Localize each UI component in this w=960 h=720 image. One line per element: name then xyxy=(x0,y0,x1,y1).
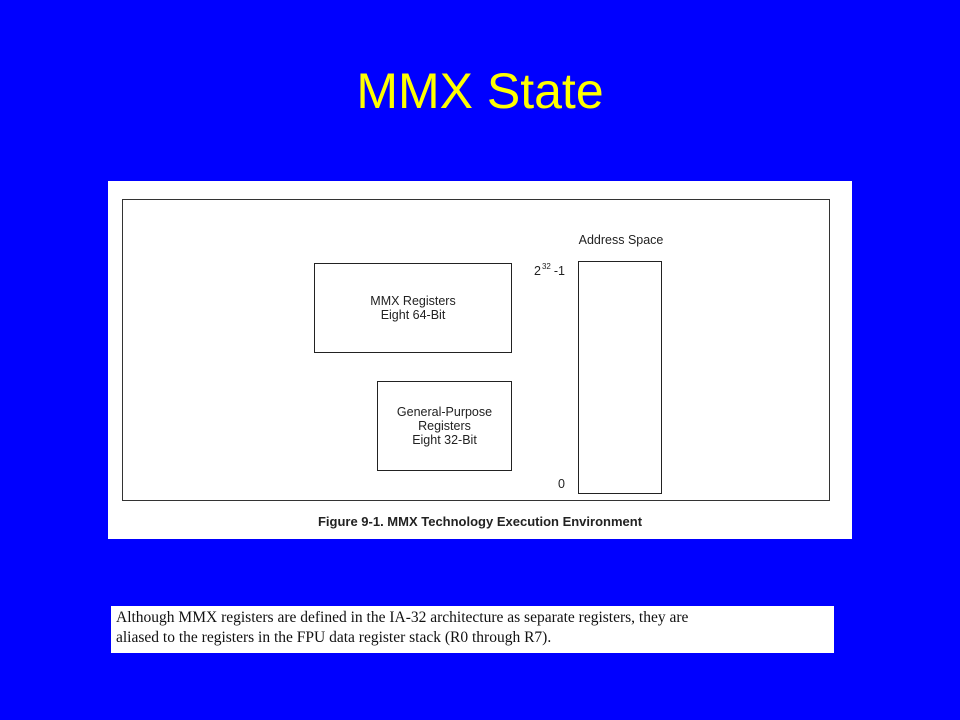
gp-registers-size: Eight 32-Bit xyxy=(412,433,477,447)
mmx-registers-size: Eight 64-Bit xyxy=(380,308,446,322)
mmx-registers-label: MMX Registers xyxy=(370,294,456,308)
mmx-registers-box xyxy=(314,263,512,353)
address-space-label: Address Space xyxy=(578,233,664,247)
address-space-top-value xyxy=(534,262,565,278)
address-space-bottom-value: 0 xyxy=(558,477,565,491)
execution-environment-frame xyxy=(122,199,830,501)
address-space-box xyxy=(578,261,662,494)
explanation-line-1: Although MMX registers are defined in the IA-32 architecture as separate registers, they are xyxy=(116,609,689,626)
explanation-text xyxy=(111,606,834,653)
figure-caption: Figure 9-1. MMX Technology Execution Environment xyxy=(317,514,643,529)
address-top-suffix: -1 xyxy=(553,264,565,278)
gp-registers-label-1: General-Purpose xyxy=(396,405,493,419)
general-purpose-registers-box xyxy=(377,381,512,471)
figure-panel xyxy=(108,181,852,539)
address-top-base: 2 xyxy=(534,264,541,278)
slide-title: MMX State xyxy=(356,63,604,119)
explanation-line-2: aliased to the registers in the FPU data register stack (R0 through R7). xyxy=(116,629,552,646)
address-top-exponent: 32 xyxy=(541,262,551,271)
gp-registers-label-2: Registers xyxy=(418,419,471,433)
